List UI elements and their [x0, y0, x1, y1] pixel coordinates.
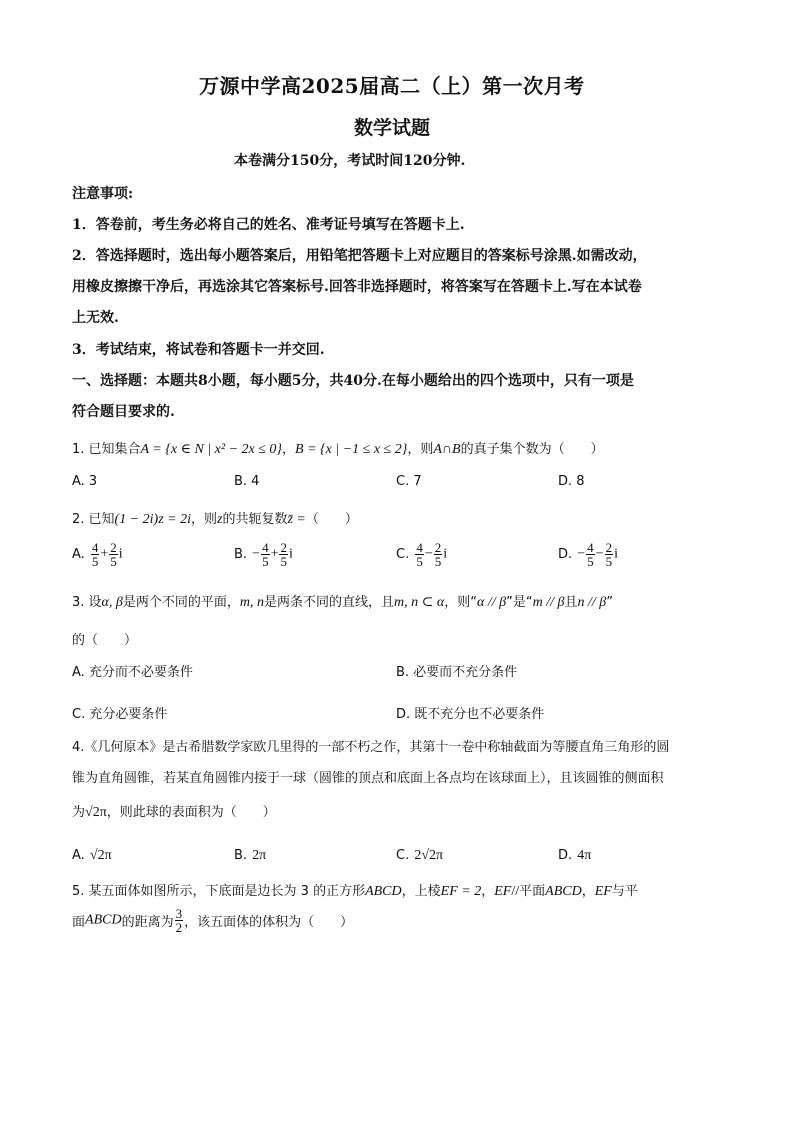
q2-option-d-op: − — [595, 546, 604, 562]
q2-option-d-sign: − — [577, 546, 586, 562]
q2-option-c-frac-1 — [415, 541, 424, 568]
frac-denominator: 5 — [280, 554, 287, 569]
q1-set-b: B = {x | −1 ≤ x ≤ 2} — [295, 442, 408, 457]
q2-option-a[interactable] — [72, 541, 123, 568]
q1-option-c[interactable]: C. 7 — [396, 474, 422, 489]
frac-denominator: 5 — [434, 554, 442, 569]
frac-numerator: 2 — [434, 540, 442, 555]
frac-numerator: 4 — [262, 540, 269, 555]
frac-numerator: 4 — [91, 540, 99, 555]
q2-option-b-label: B. — [234, 547, 248, 562]
q4-line-1: 4.《几何原本》是古希腊数学家欧几里得的一部不朽之作，其第十一卷中称轴截面为等腰直角三角形的圆 — [72, 740, 670, 755]
notice-item-2-line-3: 上无效. — [72, 310, 119, 326]
q4-option-d[interactable] — [558, 844, 591, 864]
q1-option-a[interactable]: A. 3 — [72, 474, 98, 489]
q1-suffix: 的真子集个数为（ ） — [460, 442, 604, 457]
q2-z: z — [217, 512, 223, 527]
q2-option-c-unit: i — [443, 546, 448, 562]
q5-square-3: ABCD — [85, 912, 122, 928]
q4-line-2: 锥为直角圆锥，若某直角圆锥内接于一球（圆锥的顶点和底面上各点均在该球面上），且该圆锥的侧面积 — [72, 771, 664, 786]
q3-text-5: 且 — [564, 595, 578, 610]
q5-edge-2: EF — [594, 884, 612, 899]
q4-option-a-value: √2π — [89, 848, 112, 863]
q5-text-h: 的距离为 — [121, 915, 174, 930]
q1-set-a: A = {x ∈ N | x² − 2x ≤ 0} — [140, 442, 283, 457]
q2-option-d-frac-2 — [605, 541, 614, 568]
frac-denominator: 5 — [416, 554, 423, 569]
q4-line-3 — [72, 801, 276, 821]
q4-line-3-prefix: 为 — [72, 805, 86, 820]
q2-option-d-unit: i — [614, 546, 618, 562]
frac-numerator: 2 — [280, 540, 287, 555]
q2-option-c-label: C. — [396, 547, 410, 562]
q5-text-g: 面 — [72, 915, 86, 930]
q2-option-a-frac-2 — [109, 541, 118, 568]
frac-numerator: 4 — [587, 540, 594, 555]
q1-mid: ，则 — [407, 442, 434, 457]
q3-line-2: 的（ ） — [72, 633, 138, 648]
q3-option-b[interactable]: B. 必要而不充分条件 — [396, 665, 518, 680]
q3-planes: α, β — [101, 595, 123, 610]
frac-numerator: 3 — [175, 906, 183, 921]
q5-text-e: ， — [581, 884, 595, 899]
q4-area-value: √2π — [85, 805, 107, 820]
q3-cond-2b: n // β — [577, 595, 607, 610]
q2-option-d[interactable] — [558, 541, 618, 568]
q5-edge: EF — [494, 884, 512, 899]
q1-option-b[interactable]: B. 4 — [234, 474, 260, 489]
q4-option-a-label: A. — [72, 848, 85, 863]
q2-option-c-op: − — [424, 546, 433, 562]
q4-option-b-label: B. — [234, 848, 248, 863]
q5-text-f: 与平 — [611, 884, 638, 899]
frac-denominator: 5 — [110, 554, 117, 569]
q2-option-b-op: + — [270, 546, 279, 562]
q5-text-b: ，上棱 — [401, 884, 441, 899]
q4-option-d-label: D. — [558, 848, 573, 863]
q5-square-2: ABCD — [545, 884, 582, 899]
q1-prefix: 1. 已知集合 — [72, 442, 141, 457]
section-heading-line-2: 符合题目要求的. — [72, 404, 175, 420]
frac-denominator: 5 — [262, 554, 269, 569]
q3-text-3: ，则“ — [444, 595, 477, 610]
q4-option-d-value: 4π — [577, 848, 592, 863]
q3-lines: m, n — [239, 595, 265, 610]
q2-option-d-label: D. — [558, 547, 573, 562]
q2-option-b[interactable] — [234, 541, 293, 568]
exam-info: 本卷满分150分，考试时间120分钟. — [234, 153, 466, 169]
notice-item-2-line-2: 用橡皮擦擦干净后，再选涂其它答案标号.回答非选择题时，将答案写在答题卡上.写在本试卷 — [72, 279, 642, 295]
q3-text-2: 是两条不同的直线，且 — [264, 595, 395, 610]
q3-subset: m, n ⊂ α — [394, 595, 445, 610]
q5-parallel: // — [511, 884, 520, 899]
exam-title: 万源中学高2025届高二（上）第一次月考 — [199, 74, 585, 98]
frac-numerator: 4 — [416, 540, 423, 555]
q2-option-b-sign: − — [252, 546, 261, 562]
q2-option-c[interactable] — [396, 541, 447, 568]
q5-square: ABCD — [365, 884, 402, 899]
q2-option-d-frac-1 — [586, 541, 595, 568]
q5-line-1 — [72, 880, 638, 900]
q5-text-i: ，该五面体的体积为（ ） — [184, 915, 354, 930]
q3-text-1: 是两个不同的平面， — [122, 595, 240, 610]
q2-option-a-op: + — [100, 546, 109, 562]
q4-option-c-label: C. — [396, 848, 410, 863]
frac-denominator: 5 — [91, 554, 99, 569]
notice-item-1: 1．答卷前，考生务必将自己的姓名、准考证号填写在答题卡上. — [72, 217, 465, 233]
q2-prefix: 2. 已知 — [72, 512, 115, 527]
q3-option-a[interactable]: A. 充分而不必要条件 — [72, 665, 193, 680]
q4-option-b-value: 2π — [252, 848, 267, 863]
q3-text-4: ”是“ — [506, 595, 533, 610]
q2-option-b-unit: i — [288, 546, 293, 562]
notice-item-3: 3．考试结束，将试卷和答题卡一并交回. — [72, 342, 325, 358]
q4-option-c-value: 2√2π — [414, 848, 444, 863]
q1-option-d[interactable]: D. 8 — [558, 474, 585, 489]
q5-text-c: ， — [481, 884, 495, 899]
q4-option-a[interactable] — [72, 844, 112, 864]
q2-option-a-label: A. — [72, 547, 85, 562]
q2-option-b-frac-2 — [279, 541, 288, 568]
q5-text-d: 平面 — [519, 884, 546, 899]
q2-option-b-frac-1 — [261, 541, 270, 568]
question-2 — [72, 508, 358, 528]
q5-text-a: 5. 某五面体如图所示，下底面是边长为 3 的正方形 — [72, 884, 366, 899]
q2-mid: ，则 — [191, 512, 218, 527]
frac-denominator: 5 — [605, 554, 613, 569]
q5-distance-frac — [175, 907, 184, 934]
q4-option-b[interactable] — [234, 844, 266, 864]
q2-suffix: （ ） — [305, 512, 358, 527]
q2-option-c-frac-2 — [434, 541, 443, 568]
q3-prefix: 3. 设 — [72, 595, 102, 610]
q3-option-d[interactable]: D. 既不充分也不必要条件 — [396, 707, 545, 722]
frac-numerator: 2 — [605, 540, 613, 555]
q4-option-c[interactable] — [396, 844, 443, 864]
q3-option-c[interactable]: C. 充分必要条件 — [72, 707, 168, 722]
q3-text-6: ” — [606, 595, 613, 610]
section-heading-line-1: 一、选择题：本题共8小题，每小题5分，共40分.在每小题给出的四个选项中，只有一项是 — [72, 373, 634, 389]
q3-cond-1: α // β — [476, 595, 507, 610]
q2-equation: (1 − 2i)z = 2i — [114, 512, 191, 527]
q1-sep: ， — [282, 442, 296, 457]
notice-heading: 注意事项: — [72, 186, 134, 202]
question-3 — [72, 591, 613, 611]
q5-line-2 — [72, 907, 353, 934]
q2-mid2: 的共轭复数 — [222, 512, 288, 527]
q2-option-a-unit: i — [118, 546, 123, 562]
q3-cond-2a: m // β — [532, 595, 565, 610]
q5-edge-length: EF = 2 — [440, 884, 482, 899]
frac-denominator: 5 — [587, 554, 594, 569]
q2-option-a-frac-1 — [91, 541, 100, 568]
q2-zbar: z̄ = — [287, 512, 306, 527]
frac-numerator: 2 — [110, 540, 117, 555]
q1-expr: A∩B — [433, 442, 461, 457]
question-1 — [72, 438, 604, 458]
subject-title: 数学试题 — [354, 117, 431, 139]
frac-denominator: 2 — [175, 920, 183, 935]
notice-item-2-line-1: 2．答选择题时，选出每小题答案后，用铅笔把答题卡上对应题目的答案标号涂黑.如需改动， — [72, 248, 647, 264]
q4-line-3-suffix: ，则此球的表面积为（ ） — [106, 805, 276, 820]
